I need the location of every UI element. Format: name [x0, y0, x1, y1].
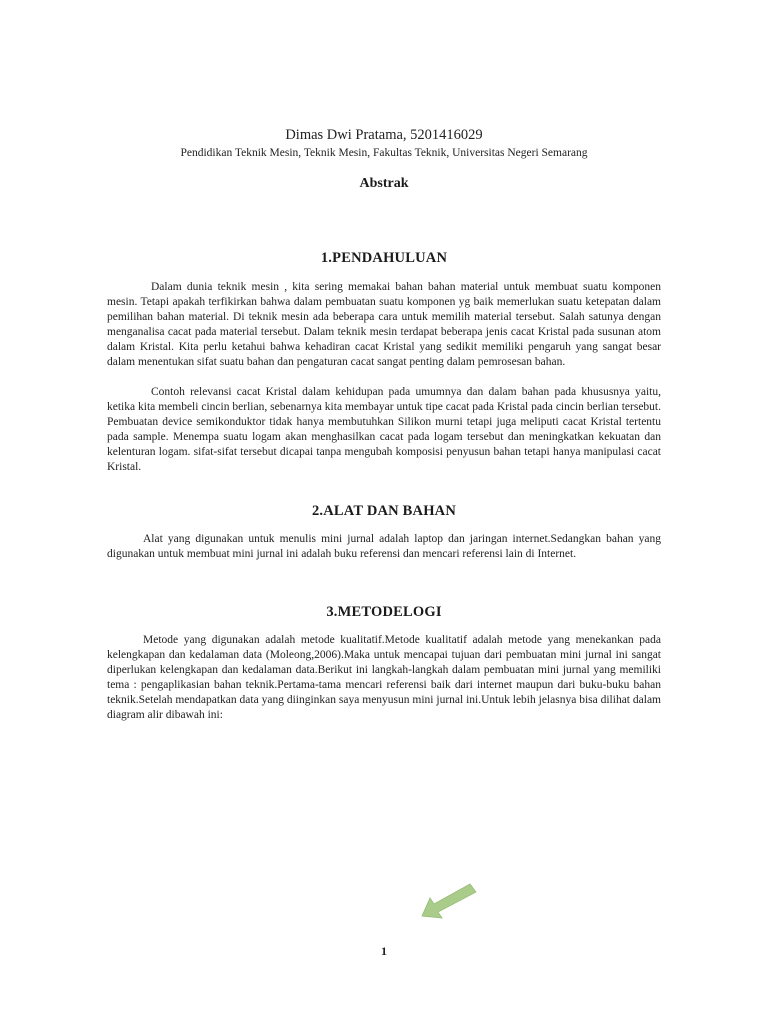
section-heading-metodelogi: 3.METODELOGI [326, 604, 442, 620]
pendahuluan-paragraph-2: Contoh relevansi cacat Kristal dalam kehidupan pada umumnya dan dalam bahan pada khususnya yaitu, ketika kita membeli cincin berlian, sebenarnya kita membayar untuk tipe cacat pada Kristal pada cincin berlian tersebut. Pembuatan device semikonduktor tidak hanya membutuhkan Silikon murni tetapi juga meliputi cacat Kristal tertentu pada sample. Menempa suatu logam akan menghasilkan cacat pada logam tersebut dan meningkatkan kekuatan dan kelenturan logam. sifat-sifat tersebut dicapai tanpa mengubah komposisi penyusun bahan tetapi hanya manipulasi cacat Kristal. [107, 386, 661, 473]
green-arrow-icon [418, 880, 480, 922]
section-heading-pendahuluan: 1.PENDAHULUAN [320, 250, 448, 266]
page-number: 1 [381, 944, 387, 958]
section-heading-alat-bahan: 2.ALAT DAN BAHAN [311, 503, 457, 519]
metodelogi-paragraph: Metode yang digunakan adalah metode kualitatif.Metode kualitatif adalah metode yang menekankan pada kelengkapan dan kedalaman data (Moleong,2006).Maka untuk mencapai tujuan dari pembuatan mini jurnal ini sangat diperlukan kelengkapan dan kedalaman data.Berikut ini langkah-langkah dalam pembuatan mini jurnal yang memiliki tema : pengaplikasian bahan teknik.Pertama-tama mencari referensi baik dari internet maupun dari buku-buku bahan teknik.Setelah mendapatkan data yang diinginkan saya menyusun mini jurnal ini.Untuk lebih jelasnya bisa dilihat dalam diagram alir dibawah ini: [107, 634, 661, 721]
alat-bahan-paragraph: Alat yang digunakan untuk menulis mini jurnal adalah laptop dan jaringan internet.Sedangkan bahan yang digunakan untuk membuat mini jurnal ini adalah buku referensi dan mencari referensi lain di Internet. [107, 533, 661, 560]
author-line: Dimas Dwi Pratama, 5201416029 [285, 127, 483, 143]
affiliation-line: Pendidikan Teknik Mesin, Teknik Mesin, Fakultas Teknik, Universitas Negeri Semarang [180, 147, 588, 159]
abstract-heading: Abstrak [359, 176, 409, 191]
pendahuluan-paragraph-1: Dalam dunia teknik mesin , kita sering memakai bahan bahan material untuk membuat suatu komponen mesin. Tetapi apakah terfikirkan bahwa dalam pembuatan suatu komponen yg baik memerlukan suatu ketepatan dalam pemilihan bahan material. Di teknik mesin ada beberapa cara untuk memilih material tersebut. Salah satunya dengan menganalisa cacat pada material tersebut. Dalam teknik mesin terdapat beberapa jenis cacat Kristal pada susunan atom dalam Kristal. Kita perlu ketahui bahwa kehadiran cacat Kristal yang sedikit memiliki pengaruh yang sangat besar dalam menentukan sifat suatu bahan dan pengaturan cacat sangat penting dalam pemrosesan bahan. [107, 281, 661, 368]
